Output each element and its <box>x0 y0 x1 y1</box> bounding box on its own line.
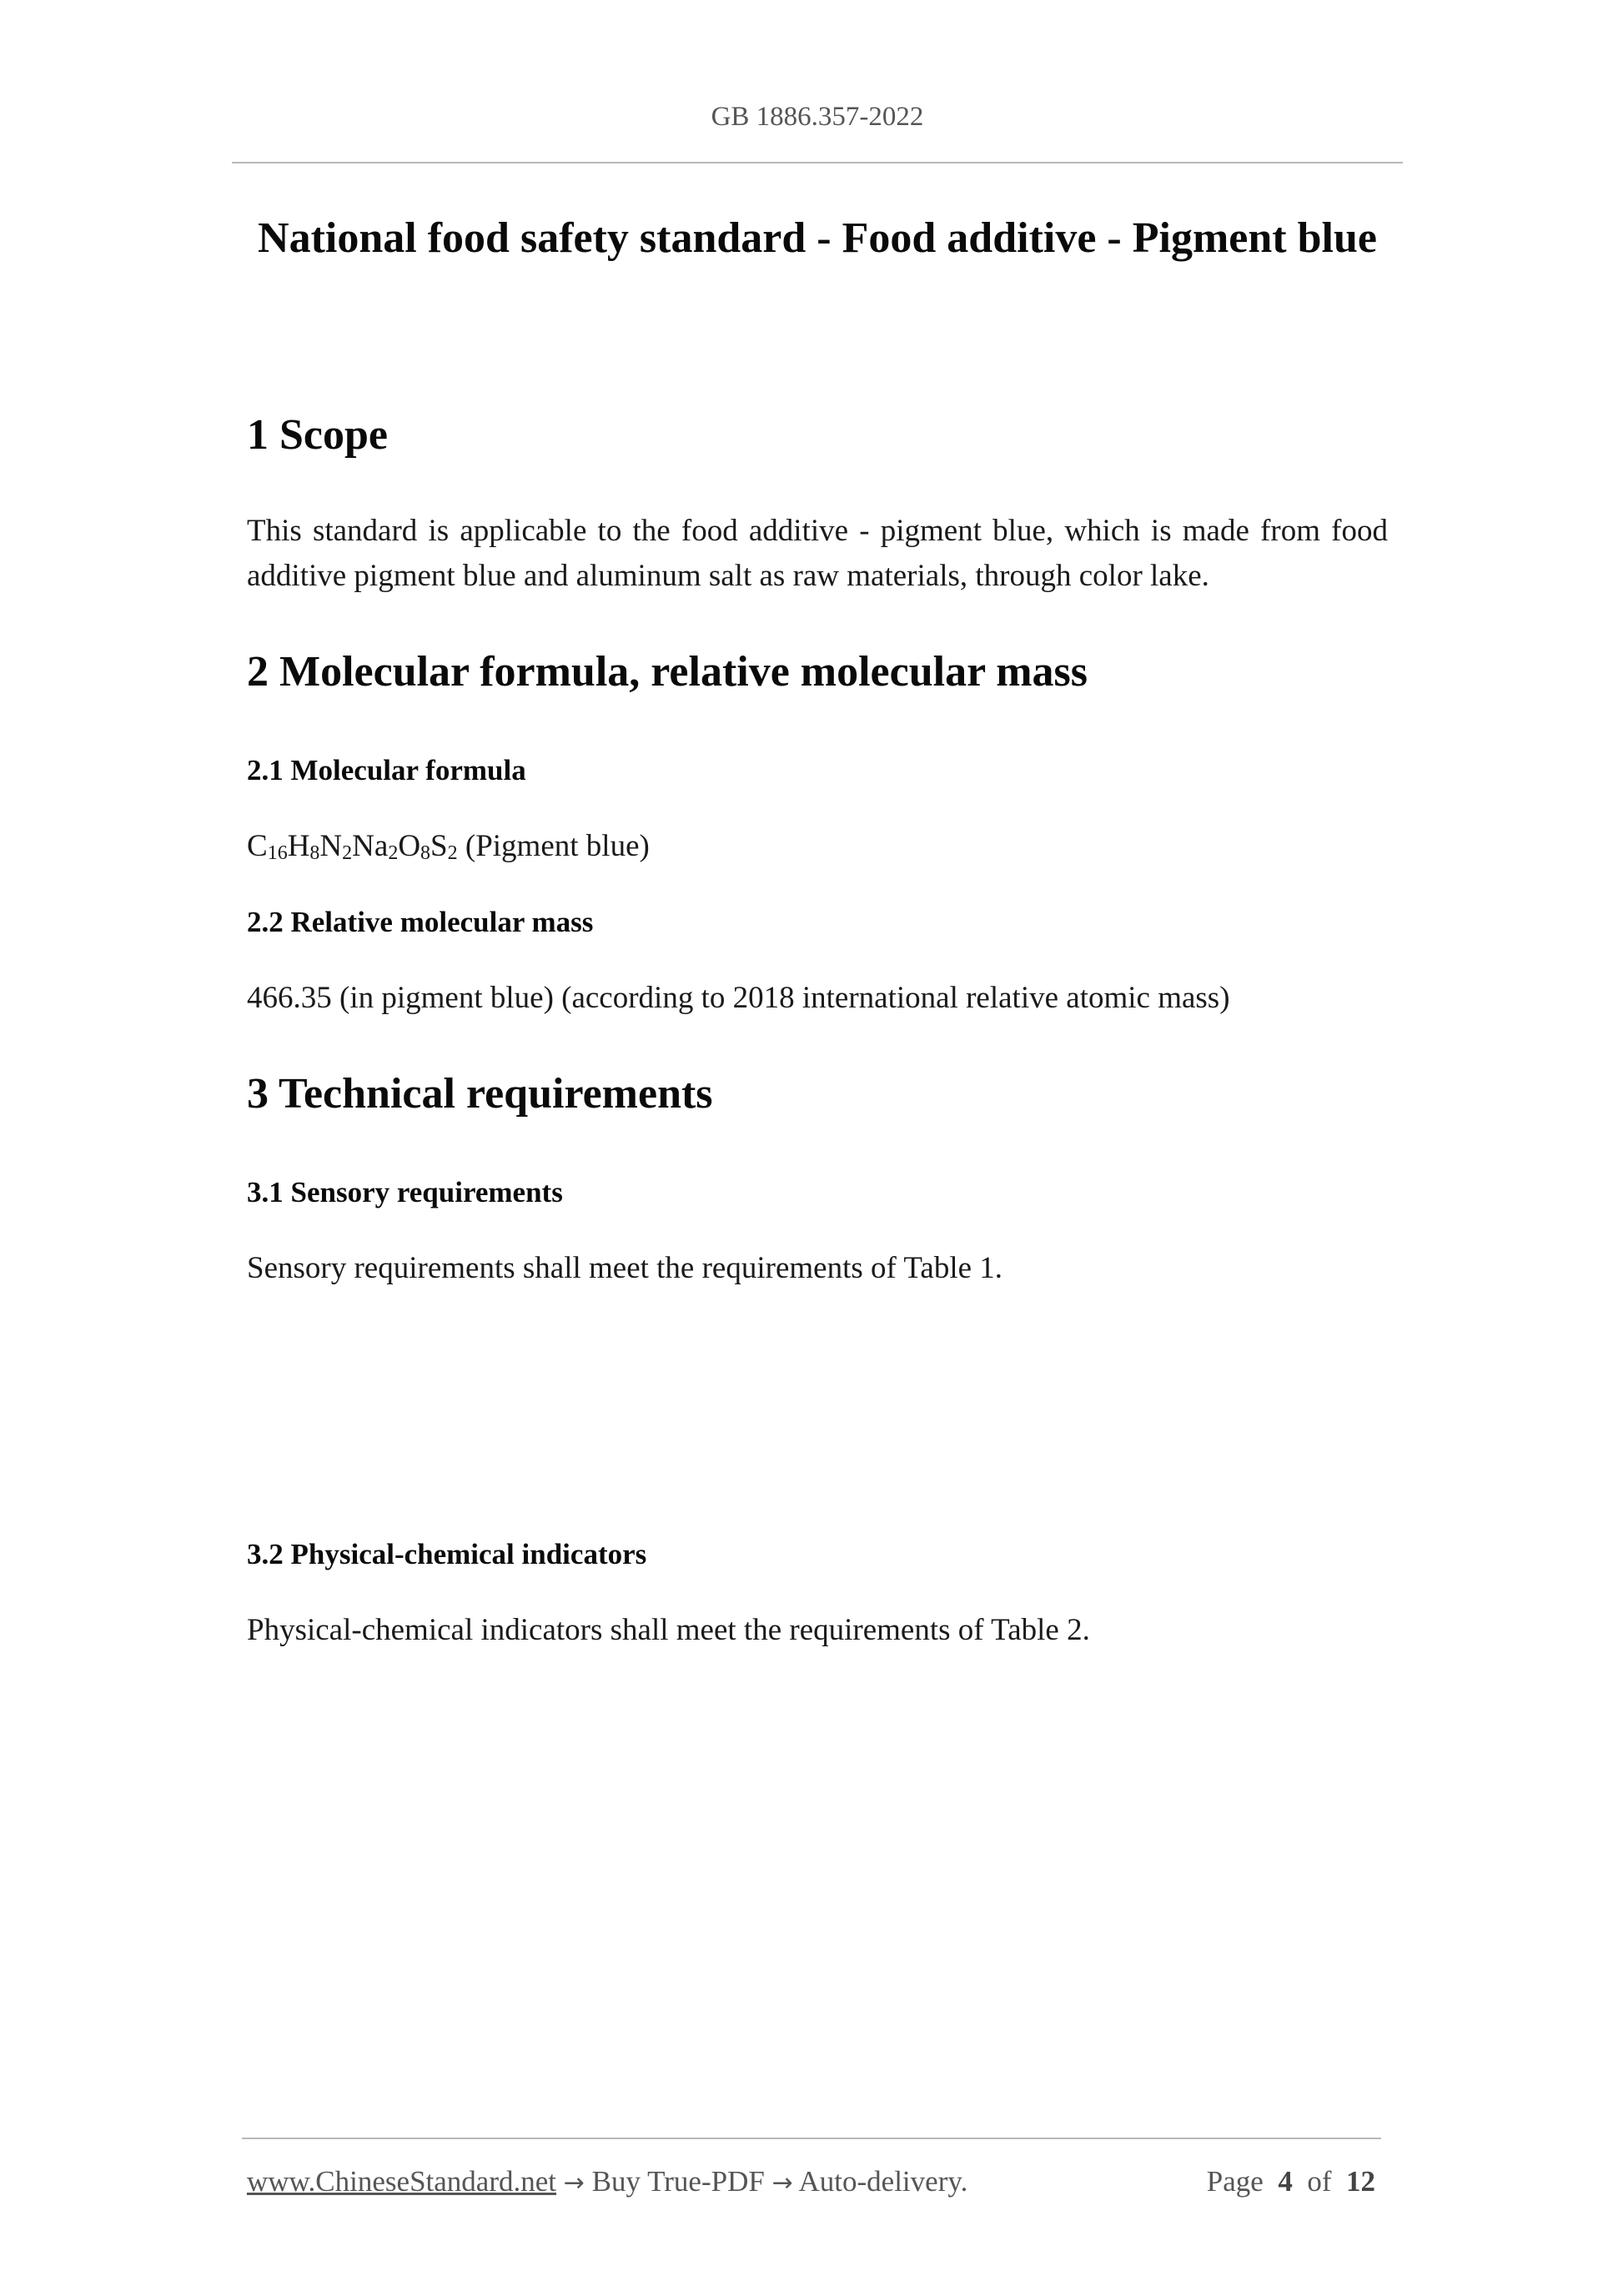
formula-subscript: 2 <box>388 842 399 864</box>
molecular-mass-text: 466.35 (in pigment blue) (according to 2018 international relative atomic mass) <box>247 981 1230 1015</box>
arrow-right-icon: → <box>563 2168 585 2198</box>
page-total: 12 <box>1346 2165 1375 2198</box>
formula-note: (Pigment blue) <box>457 829 650 863</box>
physchem-text: Physical-chemical indicators shall meet the requirements of Table 2. <box>247 1613 1090 1647</box>
section-heading-molecular: 2 Molecular formula, relative molecular mass <box>247 648 1088 696</box>
formula-subscript: 2 <box>342 842 353 864</box>
of-label: of <box>1307 2165 1332 2198</box>
header-divider <box>232 162 1403 163</box>
formula-subscript: 8 <box>420 842 431 864</box>
molecular-formula <box>247 824 650 869</box>
document-title: National food safety standard - Food additive - Pigment blue <box>258 214 1377 262</box>
subsection-heading-formula: 2.1 Molecular formula <box>247 754 526 786</box>
subsection-heading-mass: 2.2 Relative molecular mass <box>247 906 594 938</box>
formula-element: C <box>247 829 268 863</box>
running-header: GB 1886.357-2022 <box>711 102 924 132</box>
section-heading-technical: 3 Technical requirements <box>247 1070 713 1118</box>
footer-divider <box>242 2138 1381 2139</box>
subsection-heading-physchem: 3.2 Physical-chemical indicators <box>247 1538 647 1570</box>
formula-elements <box>247 829 458 863</box>
formula-element: H <box>287 829 310 863</box>
arrow-right-icon: → <box>771 2168 793 2198</box>
website-link[interactable]: www.ChineseStandard.net <box>247 2165 556 2198</box>
page-label: Page <box>1206 2165 1264 2198</box>
footer-buy-text: Buy True-PDF <box>584 2165 772 2198</box>
scope-paragraph: This standard is applicable to the food additive - pigment blue, which is made from food additive pigment blue and aluminum salt as raw materials, through color lake. <box>247 514 1388 593</box>
footer-delivery-text: Auto-delivery. <box>792 2165 968 2198</box>
page-current: 4 <box>1278 2165 1293 2198</box>
page-number <box>1207 2165 1375 2198</box>
formula-element: N <box>319 829 343 863</box>
sensory-text: Sensory requirements shall meet the requirements of Table 1. <box>247 1251 1003 1285</box>
formula-subscript: 2 <box>447 842 458 864</box>
footer-promo <box>247 2165 967 2198</box>
section-heading-scope: 1 Scope <box>247 411 388 459</box>
formula-element: Na <box>352 829 389 863</box>
formula-subscript: 16 <box>267 842 288 864</box>
subsection-heading-sensory: 3.1 Sensory requirements <box>247 1176 563 1208</box>
formula-element: O <box>398 829 421 863</box>
formula-element: S <box>430 829 448 863</box>
formula-subscript: 8 <box>309 842 320 864</box>
